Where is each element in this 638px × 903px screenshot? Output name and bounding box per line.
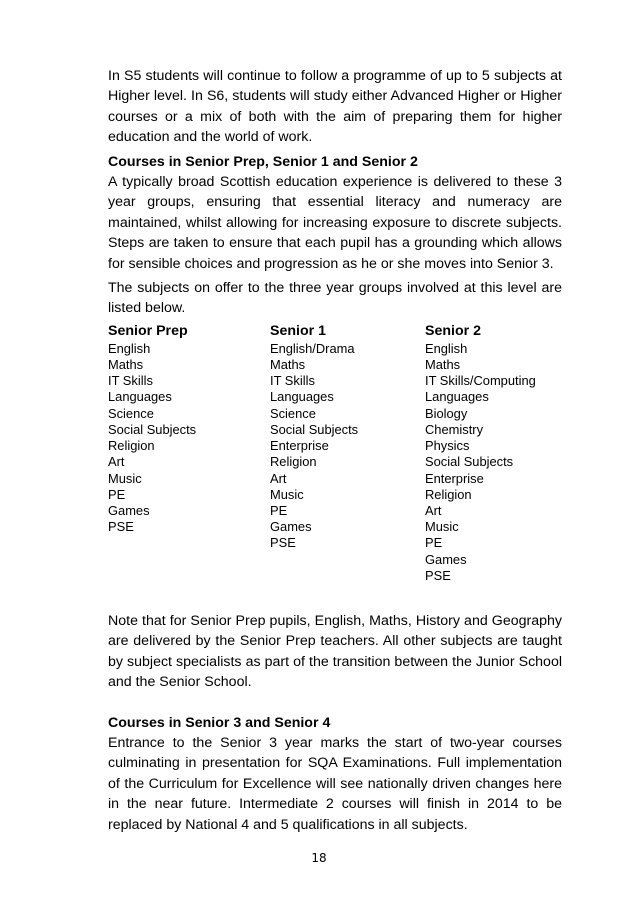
subject-item: Religion	[270, 454, 317, 470]
column-heading: Senior 2	[425, 322, 481, 339]
subject-item: Enterprise	[270, 438, 329, 454]
subject-item: Biology	[425, 405, 468, 421]
intro-paragraph: In S5 students will continue to follow a programme of up to 5 subjects at Higher level. In S6, students will study either Advanced Higher or Higher courses or a mix of both with the aim of preparing them for higher education and the world of work.	[108, 68, 562, 146]
section-body-senior-3-4: Entrance to the Senior 3 year marks the start of two-year courses culminating in presentation for SQA Examinations. Full implementation of the Curriculum for Excellence will see nationally driven changes here in the near future. Intermediate 2 courses will finish in 2014 to be replaced by National 4 and 5 qualifications in all subjects.	[108, 734, 562, 833]
subject-list	[425, 341, 536, 584]
subject-item: Chemistry	[425, 421, 484, 437]
subject-item: Games	[108, 502, 150, 518]
subject-item: Maths	[425, 357, 461, 373]
subject-item: PSE	[425, 567, 451, 583]
subject-item: PSE	[108, 519, 134, 535]
page-number: 18	[311, 851, 327, 865]
subject-item: IT Skills	[108, 373, 153, 389]
subject-item: Languages	[108, 389, 172, 405]
subject-item: Art	[108, 454, 125, 470]
subject-item: Languages	[425, 389, 489, 405]
subject-item: Art	[270, 470, 287, 486]
subject-item: Science	[270, 405, 316, 421]
subject-column-senior-prep	[108, 321, 196, 535]
document-page	[108, 66, 562, 835]
subject-item: Music	[108, 470, 142, 486]
subject-item: PSE	[270, 535, 296, 551]
subject-item: Music	[270, 486, 304, 502]
subject-item: English/Drama	[270, 340, 355, 356]
subject-item: Religion	[425, 486, 472, 502]
subject-item: Religion	[108, 438, 155, 454]
subject-item: Physics	[425, 438, 470, 454]
subject-item: Social Subjects	[425, 454, 514, 470]
section-heading-senior-prep-1-2: Courses in Senior Prep, Senior 1 and Senior 2	[108, 153, 418, 170]
subject-item: Social Subjects	[108, 421, 197, 437]
subject-list	[108, 341, 196, 535]
subject-item: Games	[270, 519, 312, 535]
subject-item: English	[108, 340, 151, 356]
subjects-table	[108, 321, 562, 591]
subject-item: Science	[108, 405, 154, 421]
column-heading: Senior 1	[270, 322, 326, 339]
subject-item: Maths	[270, 357, 306, 373]
note-paragraph: Note that for Senior Prep pupils, English, Maths, History and Geography are delivered by the Senior Prep teachers. All other subjects are taught by subject specialists as part of the transition between the Junior School and the Senior School.	[108, 612, 562, 691]
column-heading: Senior Prep	[108, 322, 188, 339]
section-heading-senior-3-4: Courses in Senior 3 and Senior 4	[108, 714, 331, 731]
subject-list	[270, 341, 358, 552]
subject-item: Maths	[108, 357, 144, 373]
subject-item: Languages	[270, 389, 334, 405]
subject-item: PE	[108, 486, 126, 502]
subject-item: PE	[270, 502, 288, 518]
subjects-intro-paragraph: The subjects on offer to the three year groups involved at this level are listed below.	[108, 280, 562, 317]
section-body-senior-prep-1-2: A typically broad Scottish education experience is delivered to these 3 year groups, ensuring that essential literacy and numeracy are maintained, whilst allowing for increasing exposure to discrete subjects. Steps are taken to ensure that each pupil has a grounding which allows for sensible choices and progression as he or she moves into Senior 3.	[108, 174, 562, 272]
subject-item: IT Skills	[270, 373, 315, 389]
subject-item: Art	[425, 502, 442, 518]
subject-item: Enterprise	[425, 470, 484, 486]
subject-item: IT Skills/Computing	[425, 373, 536, 389]
subject-item: Music	[425, 519, 459, 535]
subject-item: Social Subjects	[270, 421, 359, 437]
subject-item: Games	[425, 551, 467, 567]
subject-item: English	[425, 340, 468, 356]
subject-item: PE	[425, 535, 443, 551]
subject-column-senior-2	[425, 321, 536, 584]
subject-column-senior-1	[270, 321, 358, 552]
